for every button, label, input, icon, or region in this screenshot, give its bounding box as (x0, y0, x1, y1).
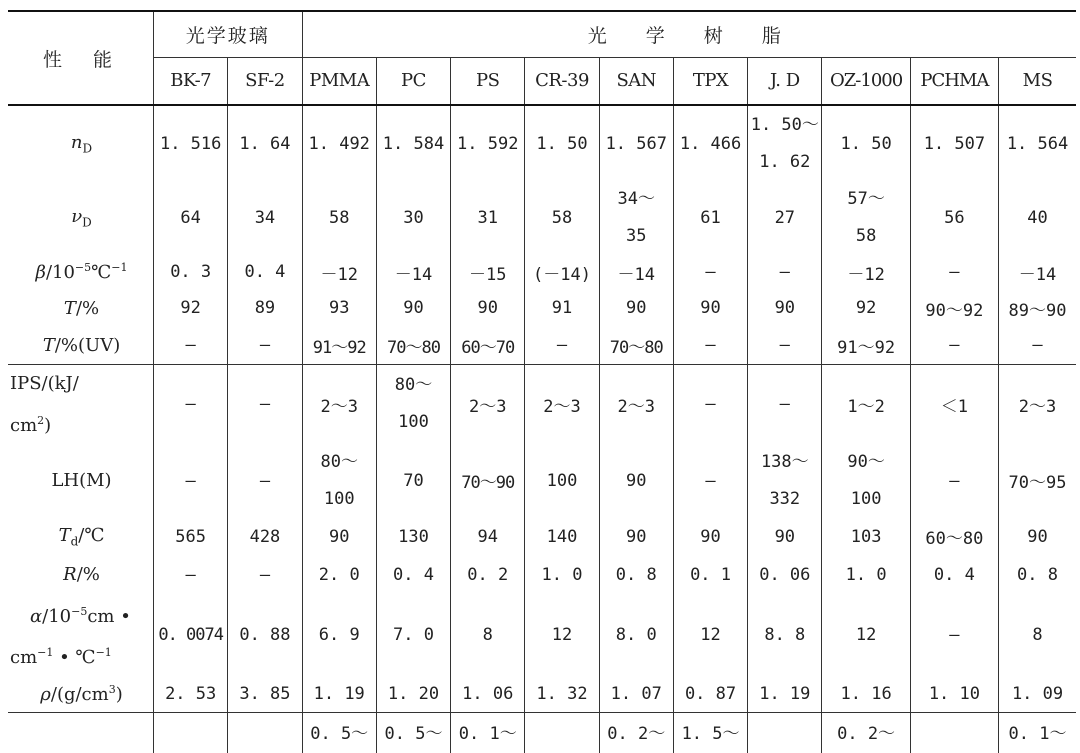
table-cell: －14 (376, 255, 450, 289)
row-label-td: $T_d/℃$ (58, 524, 105, 549)
table-cell: 56 (910, 181, 998, 255)
table-cell: 27 (748, 181, 822, 255)
table-cell: 90 (748, 518, 822, 556)
table-cell: 1. 0 (822, 556, 910, 594)
col-header: MS (999, 57, 1076, 105)
table-row (8, 289, 1076, 327)
table-cell: 30 (376, 181, 450, 255)
table-cell (154, 713, 228, 753)
table-cell: 0. 4 (376, 556, 450, 594)
table-cell: 58 (302, 181, 376, 255)
table-cell: 40 (999, 181, 1076, 255)
table-cell: 0. 2 (451, 556, 525, 594)
table-cell: 89～90 (999, 289, 1076, 327)
table-cell: 90 (599, 444, 673, 518)
table-cell: 0. 0074 (154, 594, 228, 676)
table-cell (748, 713, 822, 753)
table-cell: 1. 06 (451, 676, 525, 713)
table-cell: — (910, 444, 998, 518)
table-cell: 31 (451, 181, 525, 255)
table-cell: 1. 584 (376, 105, 450, 181)
table-cell: — (154, 327, 228, 364)
table-cell: 90 (599, 518, 673, 556)
table-cell: 2. 53 (154, 676, 228, 713)
table-cell: 12 (525, 594, 599, 676)
table-cell: 0. 87 (673, 676, 747, 713)
table-cell: 8 (999, 594, 1076, 676)
table-cell: 1. 19 (302, 676, 376, 713)
table-cell: — (154, 556, 228, 594)
table-row (8, 444, 1076, 518)
row-label-reflectance: R/% (63, 564, 100, 585)
table-cell: 1. 516 (154, 105, 228, 181)
row-label-ips: IPS/(kJ/ $cm^2$) (8, 364, 154, 444)
table-cell: 1. 5～ (673, 713, 747, 753)
table-cell: 7. 0 (376, 594, 450, 676)
table-cell: －15 (451, 255, 525, 289)
table-cell: — (228, 364, 302, 444)
table-cell: 0. 06 (748, 556, 822, 594)
table-cell: 90 (302, 518, 376, 556)
table-cell: — (228, 556, 302, 594)
table-cell: 1. 64 (228, 105, 302, 181)
table-cell: 93 (302, 289, 376, 327)
table-cell: 8. 8 (748, 594, 822, 676)
table-cell: 0. 5～ (376, 713, 450, 753)
table-cell: 0. 2～ (599, 713, 673, 753)
table-cell: — (673, 444, 747, 518)
col-header: SF-2 (228, 57, 302, 105)
table-cell: 2～3 (525, 364, 599, 444)
table-cell: 1～2 (822, 364, 910, 444)
table-cell: 90 (999, 518, 1076, 556)
table-cell: 70～95 (999, 444, 1076, 518)
table-cell: 6. 9 (302, 594, 376, 676)
col-header: PS (451, 57, 525, 105)
table-cell: 1. 10 (910, 676, 998, 713)
optical-materials-table (8, 10, 1076, 753)
table-cell: 90 (673, 289, 747, 327)
row-label-transmittance: T/% (63, 297, 100, 319)
group-header-optical-glass: 光学玻璃 (154, 11, 303, 57)
table-cell: 90 (451, 289, 525, 327)
table-cell: — (228, 327, 302, 364)
table-cell: 138～ 332 (748, 444, 822, 518)
table-cell: 565 (154, 518, 228, 556)
table-cell: — (525, 327, 599, 364)
table-cell: 0. 5～ (302, 713, 376, 753)
table-cell: 1. 16 (822, 676, 910, 713)
table-cell: 0. 8 (999, 556, 1076, 594)
table-cell (525, 713, 599, 753)
table-cell: 1. 20 (376, 676, 450, 713)
table-cell: ＜1 (910, 364, 998, 444)
table-cell: 1. 0 (525, 556, 599, 594)
col-header: OZ-1000 (822, 57, 910, 105)
table-cell: — (673, 364, 747, 444)
table-cell: 90 (599, 289, 673, 327)
table-cell: 2～3 (599, 364, 673, 444)
table-cell: 91～92 (822, 327, 910, 364)
table-cell: 2～3 (302, 364, 376, 444)
row-label-lh: LH(M) (51, 470, 112, 491)
table-row (8, 105, 1076, 181)
table-cell: 0. 1 (673, 556, 747, 594)
table-cell: 103 (822, 518, 910, 556)
table-cell: 94 (451, 518, 525, 556)
table-cell: 1. 19 (748, 676, 822, 713)
table-cell: 1. 07 (599, 676, 673, 713)
table-cell: 0. 4 (228, 255, 302, 289)
table-cell: 2～3 (451, 364, 525, 444)
table-cell: 90～92 (910, 289, 998, 327)
table-cell: 0. 1～ (451, 713, 525, 753)
table-cell: 100 (525, 444, 599, 518)
table-cell: 34 (228, 181, 302, 255)
table-cell: 57～ 58 (822, 181, 910, 255)
table-cell: — (910, 327, 998, 364)
table-row (8, 676, 1076, 713)
table-cell: 140 (525, 518, 599, 556)
table-cell: 80～ 100 (376, 364, 450, 444)
table-row (8, 594, 1076, 676)
table-cell: — (673, 255, 747, 289)
col-header: PCHMA (910, 57, 998, 105)
table-cell: 70～90 (451, 444, 525, 518)
col-header: TPX (673, 57, 747, 105)
table-cell: 0. 1～ (999, 713, 1076, 753)
table-cell: －12 (302, 255, 376, 289)
group-header-optical-resin: 光 学 树 脂 (302, 11, 1076, 57)
row-label-beta: $\beta/10^{-5}℃^{-1}$ (35, 261, 128, 283)
table-cell: 0. 3 (154, 255, 228, 289)
table-row (8, 518, 1076, 556)
table-cell: －12 (822, 255, 910, 289)
table-cell: 90 (748, 289, 822, 327)
table-cell: －14 (599, 255, 673, 289)
col-header: CR-39 (525, 57, 599, 105)
table-cell: 80～ 100 (302, 444, 376, 518)
table-cell: 1. 09 (999, 676, 1076, 713)
table-cell: — (999, 327, 1076, 364)
row-label-cutoff (8, 713, 154, 753)
table-cell: — (748, 364, 822, 444)
row-label-density: $\rho/(g/cm^3)$ (40, 682, 123, 705)
table-row (8, 364, 1076, 444)
table-cell: (－14) (525, 255, 599, 289)
table-cell: — (154, 364, 228, 444)
col-header: BK-7 (154, 57, 228, 105)
table-cell: 130 (376, 518, 450, 556)
table-cell: 90 (376, 289, 450, 327)
table-cell: — (910, 255, 998, 289)
table-cell: 70～80 (376, 327, 450, 364)
table-cell: 0. 8 (599, 556, 673, 594)
table-row (8, 556, 1076, 594)
table-cell: －14 (999, 255, 1076, 289)
table-cell: — (910, 594, 998, 676)
table-cell: — (748, 327, 822, 364)
table-cell: 0. 2～ (822, 713, 910, 753)
table-cell: 3. 85 (228, 676, 302, 713)
table-cell: 2. 0 (302, 556, 376, 594)
table-cell: 12 (822, 594, 910, 676)
table-cell: 1. 466 (673, 105, 747, 181)
table-row (8, 327, 1076, 364)
table-cell: 1. 50 (822, 105, 910, 181)
table-cell: 58 (525, 181, 599, 255)
table-cell: 60～70 (451, 327, 525, 364)
table-cell: 1. 507 (910, 105, 998, 181)
table-cell: 91～92 (302, 327, 376, 364)
properties-table-container (8, 10, 1076, 753)
table-cell: 1. 50～ 1. 62 (748, 105, 822, 181)
table-cell: 8 (451, 594, 525, 676)
table-cell: 60～80 (910, 518, 998, 556)
table-cell: 92 (154, 289, 228, 327)
table-row (8, 713, 1076, 753)
table-cell: 0. 88 (228, 594, 302, 676)
table-cell: 92 (822, 289, 910, 327)
table-cell (228, 713, 302, 753)
table-cell: 1. 32 (525, 676, 599, 713)
table-cell: 90 (673, 518, 747, 556)
table-cell (910, 713, 998, 753)
table-row (8, 255, 1076, 289)
table-cell: 1. 567 (599, 105, 673, 181)
row-label-transmittance-uv: T/%(UV) (42, 334, 121, 356)
table-cell: 428 (228, 518, 302, 556)
table-cell: 2～3 (999, 364, 1076, 444)
table-cell: — (673, 327, 747, 364)
table-cell: 0. 4 (910, 556, 998, 594)
table-cell: 91 (525, 289, 599, 327)
table-cell: — (154, 444, 228, 518)
table-row (8, 181, 1076, 255)
table-cell: — (228, 444, 302, 518)
col-header: J. D (748, 57, 822, 105)
table-cell: 1. 50 (525, 105, 599, 181)
table-cell: 89 (228, 289, 302, 327)
row-label-nd: $n_D$ (8, 105, 154, 181)
property-header: 性 能 (8, 11, 154, 105)
row-label-alpha: $\alpha/10^{-5}cm$ • $cm^{-1}$ • ℃$^{-1}$ (10, 604, 131, 668)
col-header: PMMA (302, 57, 376, 105)
table-cell: 34～ 35 (599, 181, 673, 255)
table-cell: 8. 0 (599, 594, 673, 676)
col-header: PC (376, 57, 450, 105)
table-cell: 61 (673, 181, 747, 255)
table-cell: 64 (154, 181, 228, 255)
row-label-vd: $\nu_D$ (71, 206, 92, 230)
table-cell: — (748, 255, 822, 289)
table-cell: 1. 492 (302, 105, 376, 181)
table-cell: 1. 592 (451, 105, 525, 181)
table-cell: 1. 564 (999, 105, 1076, 181)
col-header: SAN (599, 57, 673, 105)
table-cell: 12 (673, 594, 747, 676)
table-cell: 90～ 100 (822, 444, 910, 518)
table-cell: 70～80 (599, 327, 673, 364)
table-cell: 70 (376, 444, 450, 518)
